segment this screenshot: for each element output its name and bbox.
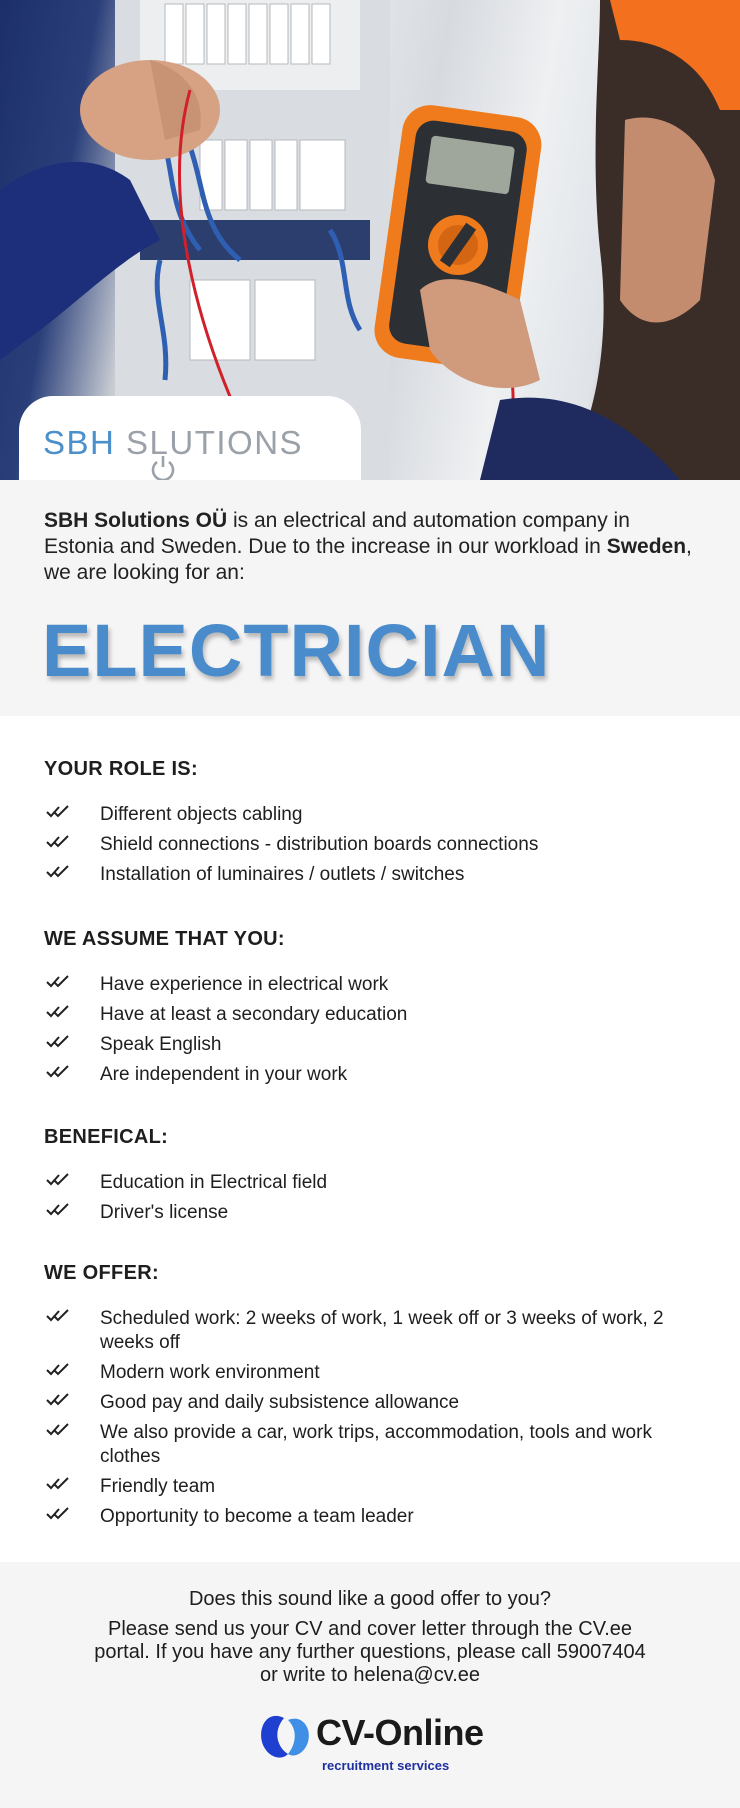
double-check-icon	[46, 1308, 70, 1324]
double-check-icon	[46, 1422, 70, 1438]
logo-part-s: S	[126, 424, 150, 461]
logo-part-lutions: LUTIONS	[149, 424, 304, 461]
double-check-icon	[46, 1172, 70, 1188]
list-item: Friendly team	[44, 1475, 704, 1499]
role-list	[44, 803, 704, 887]
benefical-section	[44, 1126, 704, 1231]
list-item: Education in Electrical field	[44, 1171, 704, 1195]
country-name: Sweden	[606, 535, 687, 558]
section-title: BENEFICAL:	[44, 1126, 169, 1148]
cv-online-tagline: recruitment services	[322, 1758, 450, 1773]
intro-section	[0, 480, 740, 716]
section-title: WE OFFER:	[44, 1262, 159, 1284]
list-item: Have at least a secondary education	[44, 1003, 704, 1027]
section-title: WE ASSUME THAT YOU:	[44, 928, 285, 950]
role-section	[44, 758, 704, 893]
company-name: SBH Solutions OÜ	[44, 509, 228, 532]
assume-section	[44, 928, 704, 1093]
list-item: Are independent in your work	[44, 1063, 704, 1087]
company-logo-card	[19, 396, 361, 480]
double-check-icon	[46, 974, 70, 990]
double-check-icon	[46, 1362, 70, 1378]
contact-info: Please send us your CV and cover letter through the CV.ee portal. If you have any further questions, please call 59007404 or write to helena@cv.ee	[94, 1618, 646, 1686]
double-check-icon	[46, 804, 70, 820]
contact-footer	[0, 1562, 740, 1808]
list-item: Shield connections - distribution boards connections	[44, 833, 704, 857]
offer-list	[44, 1307, 704, 1529]
double-check-icon	[46, 834, 70, 850]
list-item: Have experience in electrical work	[44, 973, 704, 997]
double-check-icon	[46, 1476, 70, 1492]
intro-text-1: is an electrical and automation company in Estonia and Sweden. Due to the increase in our workload in	[44, 509, 630, 558]
list-item: Good pay and daily subsistence allowance	[44, 1391, 704, 1415]
cv-online-name: CV-Online	[316, 1712, 484, 1753]
benefical-list	[44, 1171, 704, 1225]
double-check-icon	[46, 1034, 70, 1050]
offer-section	[44, 1262, 704, 1535]
list-item: Scheduled work: 2 weeks of work, 1 week off or 3 weeks of work, 2 weeks off	[44, 1307, 704, 1355]
list-item: Driver's license	[44, 1201, 704, 1225]
double-check-icon	[46, 1202, 70, 1218]
cv-online-logo	[258, 1708, 488, 1780]
assume-list	[44, 973, 704, 1087]
double-check-icon	[46, 1004, 70, 1020]
hero-image	[0, 0, 740, 480]
double-check-icon	[46, 1064, 70, 1080]
job-title: ELECTRICIAN	[42, 609, 551, 692]
list-item: We also provide a car, work trips, accommodation, tools and work clothes	[44, 1421, 704, 1469]
intro-paragraph	[44, 508, 704, 586]
intro-text-2: , we are looking for an:	[44, 535, 692, 584]
offer-question: Does this sound like a good offer to you?	[188, 1588, 552, 1610]
cv-online-mark-icon	[258, 1708, 312, 1764]
requirements-section	[0, 716, 740, 1562]
company-logo	[43, 424, 303, 462]
double-check-icon	[46, 1506, 70, 1522]
list-item: Speak English	[44, 1033, 704, 1057]
list-item: Opportunity to become a team leader	[44, 1505, 704, 1529]
logo-part-sbh: SBH	[43, 424, 116, 461]
double-check-icon	[46, 1392, 70, 1408]
section-title: YOUR ROLE IS:	[44, 758, 198, 780]
list-item: Modern work environment	[44, 1361, 704, 1385]
list-item: Installation of luminaires / outlets / switches	[44, 863, 704, 887]
double-check-icon	[46, 864, 70, 880]
list-item: Different objects cabling	[44, 803, 704, 827]
